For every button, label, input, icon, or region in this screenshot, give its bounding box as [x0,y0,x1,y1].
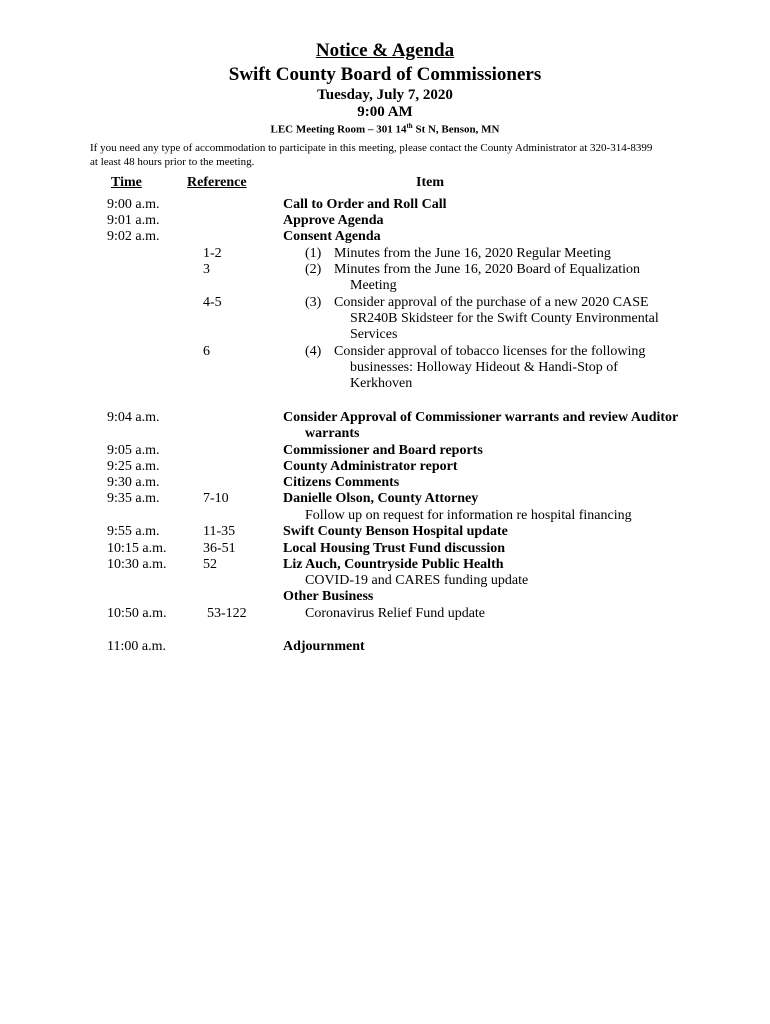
agenda-reference: 11-35 [203,524,236,539]
agenda-item: Swift County Benson Hospital update [283,524,508,539]
agenda-item: Adjournment [283,639,365,654]
board-name: Swift County Board of Commissioners [228,64,542,85]
agenda-time: 9:35 a.m. [107,491,160,506]
header-item [271,175,589,191]
agenda-time: 9:01 a.m. [107,213,160,228]
consent-item: Consider approval of tobacco licenses for the following [334,344,646,359]
agenda-time: 9:05 a.m. [107,443,160,458]
meeting-time: 9:00 AM [357,104,413,120]
agenda-subitem: COVID-19 and CARES funding update [305,573,529,588]
consent-item-continued: SR240B Skidsteer for the Swift County Environmental [350,311,659,326]
notice-line-2: at least 48 hours prior to the meeting. [90,156,255,168]
agenda-time: 9:55 a.m. [107,524,160,539]
agenda-time: 9:02 a.m. [107,229,160,244]
agenda-item: Commissioner and Board reports [283,443,483,458]
agenda-time: 11:00 a.m. [107,639,166,654]
header-item-label: Item [416,175,444,190]
agenda-reference: 53-122 [207,606,247,621]
consent-item: Minutes from the June 16, 2020 Regular Meeting [334,246,611,261]
agenda-item-continued: warrants [305,426,360,441]
agenda-reference: 1-2 [203,246,222,261]
agenda-item: Danielle Olson, County Attorney [283,491,479,506]
agenda-item: Local Housing Trust Fund discussion [283,541,506,556]
agenda-reference: 4-5 [203,295,222,310]
agenda-reference: 6 [203,344,210,359]
location-text-end: St N, Benson, MN [412,123,500,136]
agenda-subitem: Coronavirus Relief Fund update [305,606,486,621]
meeting-location [0,122,770,136]
agenda-time: 10:30 a.m. [107,557,167,572]
consent-number: (4) [305,344,322,359]
agenda-item: Approve Agenda [283,213,384,228]
consent-number: (3) [305,295,322,310]
agenda-item: Liz Auch, Countryside Public Health [283,557,504,572]
agenda-time: 9:00 a.m. [107,197,160,212]
agenda-time: 9:04 a.m. [107,410,160,425]
consent-item: Consider approval of the purchase of a new 2020 CASE [334,295,649,310]
header-time: Time [111,175,142,190]
notice-line-1: If you need any type of accommodation to participate in this meeting, please contact the County Administrator at 320-314-8399 [90,142,653,154]
agenda-time: 10:15 a.m. [107,541,167,556]
consent-number: (1) [305,246,322,261]
agenda-subitem: Follow up on request for information re hospital financing [305,508,632,523]
consent-item-continued: businesses: Holloway Hideout & Handi-Stop of [350,360,618,375]
consent-item-continued: Services [350,327,398,342]
agenda-reference: 3 [203,262,210,277]
agenda-time: 9:30 a.m. [107,475,160,490]
agenda-reference: 36-51 [203,541,236,556]
location-text: LEC Meeting Room – 301 14 [270,123,407,136]
consent-item-continued: Meeting [350,278,397,293]
agenda-item: Consent Agenda [283,229,381,244]
consent-item: Minutes from the June 16, 2020 Board of Equalization [334,262,640,277]
agenda-item: Call to Order and Roll Call [283,197,447,212]
agenda-reference: 7-10 [203,491,229,506]
location-superscript: th [406,122,413,130]
agenda-time: 10:50 a.m. [107,606,167,621]
agenda-item: Citizens Comments [283,475,400,490]
agenda-item: County Administrator report [283,459,458,474]
header-reference: Reference [187,175,247,190]
notice-title: Notice & Agenda [315,40,455,61]
consent-number: (2) [305,262,322,277]
meeting-date: Tuesday, July 7, 2020 [317,87,453,103]
consent-item-continued: Kerkhoven [350,376,413,391]
agenda-time: 9:25 a.m. [107,459,160,474]
agenda-item: Other Business [283,589,374,604]
accommodation-notice [90,141,690,169]
agenda-reference: 52 [203,557,217,572]
agenda-item: Consider Approval of Commissioner warrants and review Auditor [283,410,679,425]
